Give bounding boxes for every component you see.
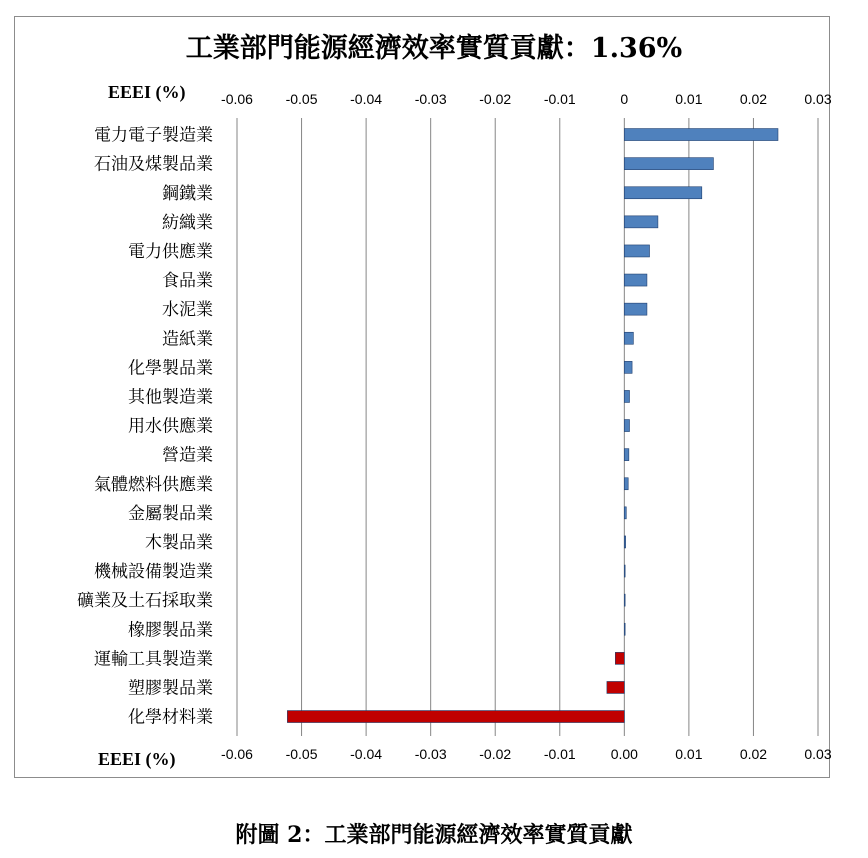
bar [287, 711, 624, 723]
bar [624, 187, 701, 199]
bar [624, 303, 647, 315]
bar [624, 623, 625, 635]
category-label: 化學材料業 [128, 707, 213, 728]
bars [287, 129, 778, 723]
category-label: 用水供應業 [128, 416, 213, 437]
top-tick-label: -0.05 [285, 91, 318, 107]
bar [624, 449, 629, 461]
bar [624, 507, 626, 519]
category-label: 水泥業 [162, 300, 213, 321]
bar [607, 681, 624, 693]
bottom-axis-label: EEEI (%) [98, 749, 176, 769]
top-tick-label: 0 [620, 91, 629, 107]
bar [624, 245, 649, 257]
top-tick-label: -0.03 [414, 91, 447, 107]
bottom-tick-label: 0.00 [610, 746, 638, 762]
bar [624, 216, 658, 228]
top-tick-label: 0.01 [675, 91, 703, 107]
bottom-tick-label: 0.02 [739, 746, 768, 762]
category-label: 金屬製品業 [128, 503, 213, 524]
bar [624, 158, 713, 170]
bar [624, 390, 629, 402]
category-label: 營造業 [162, 445, 213, 466]
category-label: 電力電子製造業 [94, 125, 213, 146]
bar [624, 594, 625, 606]
gridlines [237, 118, 818, 736]
bottom-tick-label: -0.02 [479, 746, 512, 762]
category-label: 石油及煤製品業 [94, 154, 213, 175]
bar [624, 420, 629, 432]
category-label: 運輸工具製造業 [94, 649, 213, 670]
bar [615, 652, 624, 664]
bottom-tick-label: -0.04 [350, 746, 383, 762]
category-label: 鋼鐵業 [162, 183, 213, 204]
category-label: 機械設備製造業 [94, 562, 213, 583]
bottom-tick-label: -0.06 [221, 746, 253, 762]
bar [624, 565, 625, 577]
category-label: 紡織業 [162, 212, 213, 233]
top-tick-label: 0.02 [739, 91, 768, 107]
top-axis-label: EEEI (%) [108, 82, 186, 102]
bottom-tick-label: -0.05 [285, 746, 318, 762]
category-label: 食品業 [162, 271, 213, 292]
chart-title: 工業部門能源經濟效率實質貢獻：1.36% [185, 33, 683, 64]
top-tick-label: -0.06 [221, 91, 253, 107]
bar [624, 274, 647, 286]
category-label: 其他製造業 [128, 387, 213, 408]
category-labels [77, 126, 213, 728]
category-label: 氣體燃料供應業 [94, 474, 213, 495]
category-label: 電力供應業 [128, 241, 213, 262]
bar [624, 536, 625, 548]
category-label: 橡膠製品業 [128, 620, 213, 641]
category-label: 木製品業 [145, 532, 213, 553]
bottom-tick-label: 0.03 [804, 746, 832, 762]
bar [624, 361, 632, 373]
category-label: 造紙業 [162, 329, 213, 350]
category-label: 礦業及土石採取業 [77, 591, 213, 612]
top-tick-label: -0.01 [543, 91, 576, 107]
top-tick-label: -0.04 [350, 91, 383, 107]
bottom-axis-ticks [221, 746, 832, 762]
top-tick-label: 0.03 [804, 91, 832, 107]
top-tick-label: -0.02 [479, 91, 512, 107]
category-label: 塑膠製品業 [128, 678, 213, 699]
bar [624, 129, 778, 141]
bar [624, 478, 628, 490]
bottom-tick-label: -0.01 [543, 746, 576, 762]
category-label: 化學製品業 [128, 358, 213, 379]
figure-caption: 附圖 2：工業部門能源經濟效率實質貢獻 [235, 822, 633, 848]
bottom-tick-label: 0.01 [675, 746, 703, 762]
top-axis-ticks [221, 91, 832, 107]
bar [624, 332, 633, 344]
bottom-tick-label: -0.03 [414, 746, 447, 762]
